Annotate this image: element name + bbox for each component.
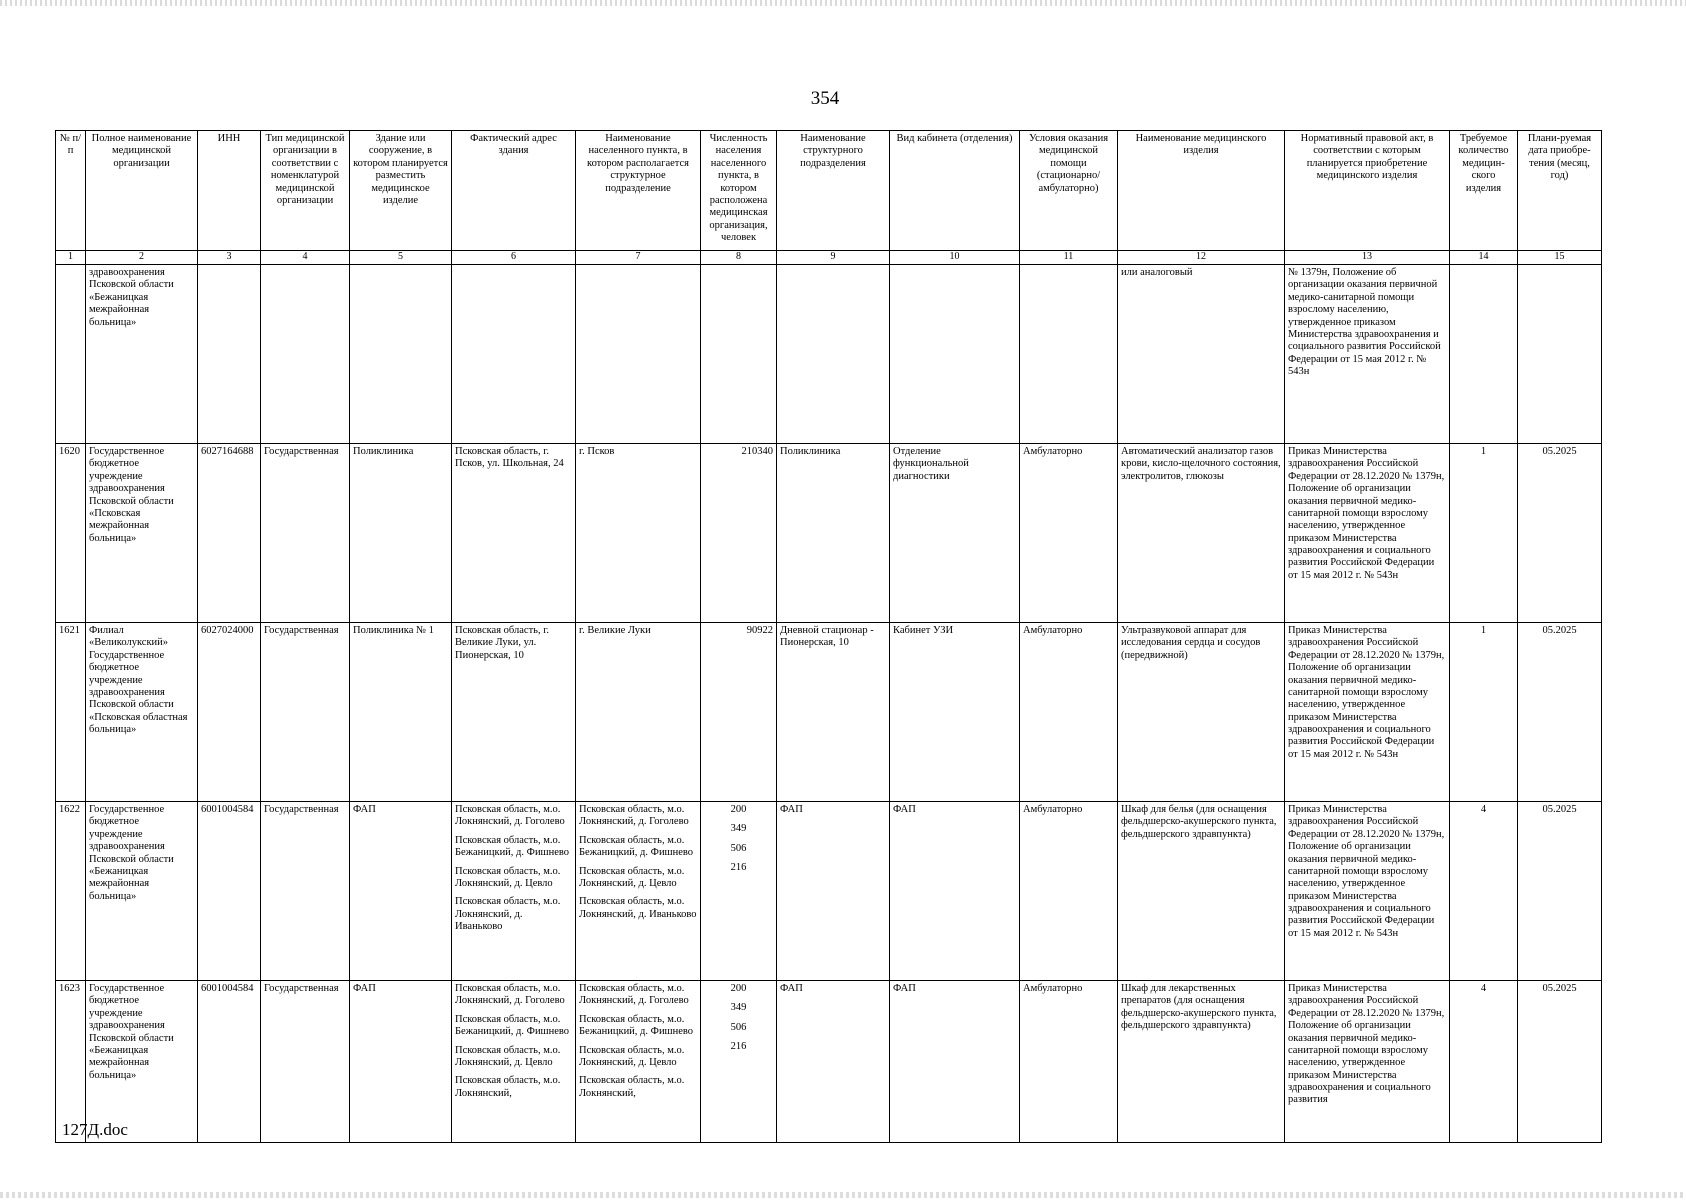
column-number: 4 — [261, 251, 350, 265]
cell-num: 1622 — [56, 802, 86, 981]
cell-population — [701, 981, 777, 1143]
cell-inn: 6027164688 — [198, 444, 261, 623]
cell-cabinet — [890, 265, 1020, 444]
cell-act: Приказ Министерства здравоохранения Российской Федерации от 28.12.2020 № 1379н, Положение об организации оказания первичной медико-санитарной помощи взрослому населению, утвержденное приказом Министерства здравоохранения и социального развития — [1285, 981, 1450, 1143]
table-row — [56, 444, 1602, 623]
cell-inn: 6001004584 — [198, 802, 261, 981]
cell-cabinet: ФАП — [890, 981, 1020, 1143]
column-number: 7 — [576, 251, 701, 265]
cell-qty: 1 — [1450, 444, 1518, 623]
column-header: Требуемое количество медицин-ского изделия — [1450, 131, 1518, 251]
cell-locality: г. Псков — [576, 444, 701, 623]
cell-inn: 6027024000 — [198, 623, 261, 802]
cell-device: Шкаф для лекарственных препаратов (для оснащения фельдшерско-акушерского пункта, фельдшерского здравпункта) — [1118, 981, 1285, 1143]
cell-date: 05.2025 — [1518, 981, 1602, 1143]
header-row — [56, 131, 1602, 251]
cell-building — [350, 265, 452, 444]
table-row — [56, 802, 1602, 981]
cell-device: Шкаф для белья (для оснащения фельдшерско-акушерского пункта, фельдшерского здравпункта) — [1118, 802, 1285, 981]
cell-cabinet: Отделение функциональной диагностики — [890, 444, 1020, 623]
cell-act: Приказ Министерства здравоохранения Российской Федерации от 28.12.2020 № 1379н, Положение об организации оказания первичной медико-санитарной помощи взрослому населению, утвержденное приказом Министерства здравоохранения и социального развития Российской Федерации от 15 мая 2012 г. № 543н — [1285, 623, 1450, 802]
cell-org: здравоохранения Псковской области «Бежаницкая межрайонная больница» — [86, 265, 198, 444]
cell-qty: 4 — [1450, 981, 1518, 1143]
cell-locality — [576, 265, 701, 444]
population-value: 349 — [730, 1002, 747, 1014]
cell-qty — [1450, 265, 1518, 444]
column-header: Полное наименование медицинской организации — [86, 131, 198, 251]
cell-qty: 4 — [1450, 802, 1518, 981]
cell-division: ФАП — [777, 802, 890, 981]
cell-org: Государственное бюджетное учреждение здравоохранения Псковской области «Псковская межрайонная больница» — [86, 444, 198, 623]
population-value: 200 — [730, 804, 747, 815]
table-row — [56, 981, 1602, 1143]
table-row — [56, 623, 1602, 802]
cell-conditions: Амбулаторно — [1020, 802, 1118, 981]
cell-num: 1621 — [56, 623, 86, 802]
column-header: Наименование медицинского изделия — [1118, 131, 1285, 251]
address-line: Псковская область, м.о. Бежаницкий, д. Фишнево — [455, 1013, 570, 1038]
column-header: Вид кабинета (отделения) — [890, 131, 1020, 251]
cell-date: 05.2025 — [1518, 623, 1602, 802]
cell-inn: 6001004584 — [198, 981, 261, 1143]
cell-locality: г. Великие Луки — [576, 623, 701, 802]
cell-org: Государственное бюджетное учреждение здравоохранения Псковской области «Бежаницкая межрайонная больница» — [86, 981, 198, 1143]
column-header: Тип медицинской организации в соответствии с номенклатурой медицинской организации — [261, 131, 350, 251]
column-number: 3 — [198, 251, 261, 265]
page-number: 354 — [810, 88, 840, 109]
address-line: Псковская область, м.о. Локнянский, д. Цевло — [455, 865, 561, 889]
address-line: Псковская область, м.о. Локнянский, д. Гоголево — [455, 983, 565, 1007]
column-header: Условия оказания медицинской помощи (стационарно/ амбулаторно) — [1020, 131, 1118, 251]
cell-qty: 1 — [1450, 623, 1518, 802]
population-value: 349 — [730, 823, 747, 835]
cell-inn — [198, 265, 261, 444]
column-number: 10 — [890, 251, 1020, 265]
cell-conditions: Амбулаторно — [1020, 444, 1118, 623]
cell-num: 1623 — [56, 981, 86, 1143]
cell-address: Псковская область, г. Великие Луки, ул. Пионерская, 10 — [452, 623, 576, 802]
column-number: 11 — [1020, 251, 1118, 265]
cell-conditions — [1020, 265, 1118, 444]
cell-act: Приказ Министерства здравоохранения Российской Федерации от 28.12.2020 № 1379н, Положение об организации оказания первичной медико-санитарной помощи взрослому населению, утвержденное приказом Министерства здравоохранения и социального развития Российской Федерации от 15 мая 2012 г. № 543н — [1285, 802, 1450, 981]
cell-address: Псковская область, г. Псков, ул. Школьная, 24 — [452, 444, 576, 623]
column-number: 13 — [1285, 251, 1450, 265]
column-header: ИНН — [198, 131, 261, 251]
address-line: Псковская область, м.о. Локнянский, д. Гоголево — [455, 804, 565, 828]
footer-filename: 127Д.doc — [62, 1120, 128, 1139]
cell-building: ФАП — [350, 802, 452, 981]
cell-date: 05.2025 — [1518, 802, 1602, 981]
cell-device: или аналоговый — [1118, 265, 1285, 444]
scan-edge-bottom — [0, 1192, 1686, 1198]
cell-building: ФАП — [350, 981, 452, 1143]
cell-division — [777, 265, 890, 444]
cell-type: Государственная — [261, 802, 350, 981]
population-value: 200 — [730, 983, 747, 994]
cell-type: Государственная — [261, 623, 350, 802]
column-header: Нормативный правовой акт, в соответствии с которым планируется приобретение медицинского изделия — [1285, 131, 1450, 251]
cell-population: 90922 — [701, 623, 777, 802]
cell-act: № 1379н, Положение об организации оказания первичной медико-санитарной помощи взрослому населению, утвержденное приказом Министерства здравоохранения и социального развития Российской Федерации от 15 мая 2012 г. № 543н — [1285, 265, 1450, 444]
column-number: 8 — [701, 251, 777, 265]
address-line: Псковская область, м.о. Локнянский, д. Иваньково — [455, 896, 561, 932]
column-header: Наименование структурного подразделения — [777, 131, 890, 251]
cell-type — [261, 265, 350, 444]
column-number: 15 — [1518, 251, 1602, 265]
cell-population — [701, 265, 777, 444]
column-header: Наименование населенного пункта, в котором располагается структурное подразделение — [576, 131, 701, 251]
cell-building: Поликлиника — [350, 444, 452, 623]
column-number-row — [56, 251, 1602, 265]
equipment-plan-table — [55, 130, 1602, 1143]
cell-division: Поликлиника — [777, 444, 890, 623]
locality-line: Псковская область, м.о. Локнянский, д. Иваньково — [579, 896, 697, 920]
column-number: 6 — [452, 251, 576, 265]
column-number: 5 — [350, 251, 452, 265]
cell-device: Ультразвуковой аппарат для исследования сердца и сосудов (передвижной) — [1118, 623, 1285, 802]
locality-line: Псковская область, м.о. Локнянский, д. Гоголево — [579, 983, 689, 1007]
column-number: 14 — [1450, 251, 1518, 265]
population-value: 216 — [730, 1041, 747, 1053]
column-header: № п/п — [56, 131, 86, 251]
cell-org: Государственное бюджетное учреждение здравоохранения Псковской области «Бежаницкая межрайонная больница» — [86, 802, 198, 981]
locality-line: Псковская область, м.о. Локнянский, д. Цевло — [579, 1044, 685, 1068]
locality-line: Псковская область, м.о. Локнянский, — [579, 1075, 685, 1099]
population-value: 216 — [730, 862, 747, 874]
cell-date — [1518, 265, 1602, 444]
cell-population — [701, 802, 777, 981]
cell-address — [452, 265, 576, 444]
cell-type: Государственная — [261, 981, 350, 1143]
locality-line: Псковская область, м.о. Бежаницкий, д. Фишнево — [579, 1013, 694, 1038]
cell-type: Государственная — [261, 444, 350, 623]
cell-address — [452, 802, 576, 981]
cell-address — [452, 981, 576, 1143]
column-header: Плани-руемая дата приобре-тения (месяц, год) — [1518, 131, 1602, 251]
cell-population: 210340 — [701, 444, 777, 623]
cell-locality — [576, 802, 701, 981]
locality-line: Псковская область, м.о. Локнянский, д. Гоголево — [579, 804, 689, 828]
cell-org: Филиал «Великолукский» Государственное бюджетное учреждение здравоохранения Псковской области «Псковская областная больница» — [86, 623, 198, 802]
population-value: 506 — [730, 1021, 747, 1033]
table-row-continuation — [56, 265, 1602, 444]
cell-cabinet: ФАП — [890, 802, 1020, 981]
cell-device: Автоматический анализатор газов крови, кисло-щелочного состояния, электролитов, глюкозы — [1118, 444, 1285, 623]
column-number: 9 — [777, 251, 890, 265]
cell-num — [56, 265, 86, 444]
address-line: Псковская область, м.о. Бежаницкий, д. Фишнево — [455, 834, 570, 859]
column-header: Численность населения населенного пункта, в котором расположена медицинская организация, человек — [701, 131, 777, 251]
address-line: Псковская область, м.о. Локнянский, д. Цевло — [455, 1044, 561, 1068]
column-number: 12 — [1118, 251, 1285, 265]
address-line: Псковская область, м.о. Локнянский, — [455, 1075, 561, 1099]
column-header: Фактический адрес здания — [452, 131, 576, 251]
cell-act: Приказ Министерства здравоохранения Российской Федерации от 28.12.2020 № 1379н, Положение об организации оказания первичной медико-санитарной помощи взрослому населению, утвержденное приказом Министерства здравоохранения и социального развития Российской Федерации от 15 мая 2012 г. № 543н — [1285, 444, 1450, 623]
cell-locality — [576, 981, 701, 1143]
cell-conditions: Амбулаторно — [1020, 981, 1118, 1143]
locality-line: Псковская область, м.о. Локнянский, д. Цевло — [579, 865, 685, 889]
column-header: Здание или сооружение, в котором планируется разместить медицинское изделие — [350, 131, 452, 251]
column-number: 2 — [86, 251, 198, 265]
column-number: 1 — [56, 251, 86, 265]
cell-building: Поликлиника № 1 — [350, 623, 452, 802]
cell-division: ФАП — [777, 981, 890, 1143]
cell-cabinet: Кабинет УЗИ — [890, 623, 1020, 802]
scan-edge-top — [0, 0, 1686, 6]
cell-conditions: Амбулаторно — [1020, 623, 1118, 802]
cell-num: 1620 — [56, 444, 86, 623]
locality-line: Псковская область, м.о. Бежаницкий, д. Фишнево — [579, 834, 694, 859]
cell-date: 05.2025 — [1518, 444, 1602, 623]
cell-division: Дневной стационар - Пионерская, 10 — [777, 623, 890, 802]
population-value: 506 — [730, 842, 747, 854]
